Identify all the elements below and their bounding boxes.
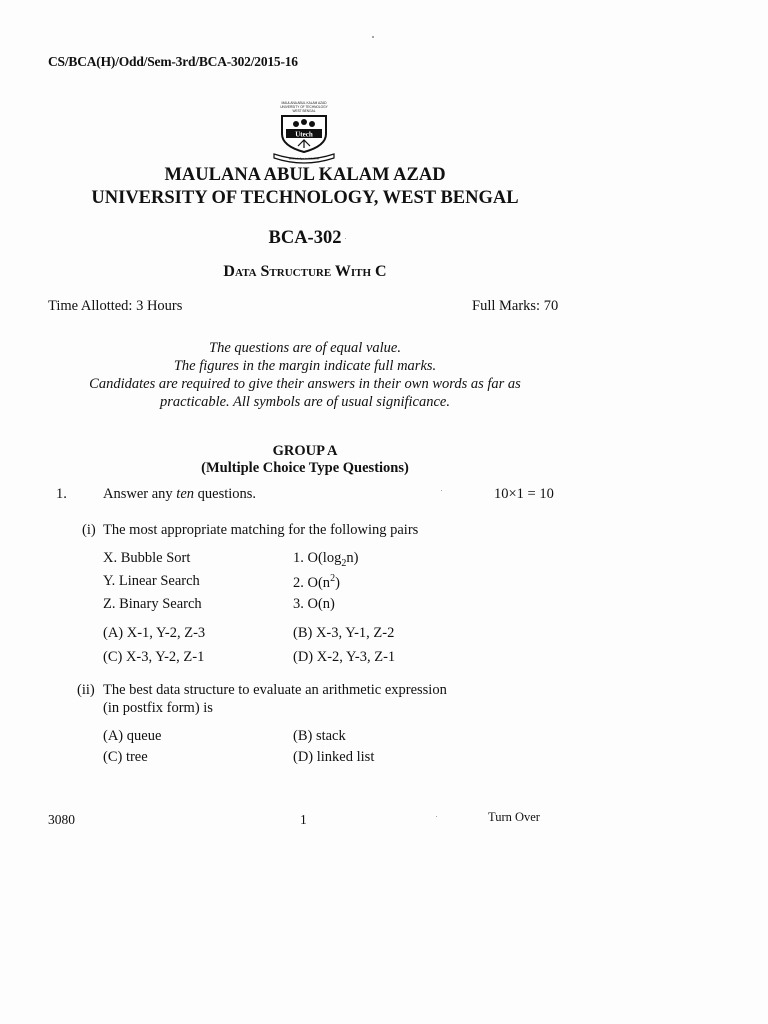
group-title: GROUP A <box>272 443 338 459</box>
subq-text: (in postfix form) is <box>103 700 213 716</box>
logo-text-line1: MAULANA ABUL KALAM AZAD <box>281 101 327 105</box>
group-subtitle: (Multiple Choice Type Questions) <box>201 460 409 476</box>
full-marks: Full Marks: 70 <box>472 298 559 314</box>
subq-text: The best data structure to evaluate an arithmetic expression <box>103 682 447 698</box>
instruction-emphasis: ten <box>176 486 195 502</box>
instruction-line: The figures in the margin indicate full marks. <box>173 358 437 374</box>
subq-text: The most appropriate matching for the following pairs <box>103 522 419 538</box>
subject-title: Data Structure With C <box>223 263 387 280</box>
instruction-line: The questions are of equal value. <box>209 340 401 356</box>
time-allotted: Time Allotted: 3 Hours <box>48 298 183 314</box>
option-d: (D) X-2, Y-3, Z-1 <box>293 649 396 665</box>
turn-over: Turn Over <box>488 810 540 824</box>
question-number: 1. <box>56 486 67 502</box>
scan-speck <box>345 238 346 239</box>
option-a: (A) queue <box>103 728 162 744</box>
logo-text-line3: WEST BENGAL <box>292 109 316 113</box>
scan-speck <box>441 490 442 491</box>
complexity-superscript: 2 <box>330 573 336 584</box>
complexity-text: 2. O(n <box>293 574 331 591</box>
course-code: BCA-302 <box>268 228 342 248</box>
subq-label: (i) <box>82 522 96 538</box>
logo-text-line2: UNIVERSITY OF TECHNOLOGY <box>280 105 328 109</box>
match-right-item <box>293 573 340 592</box>
option-a: (A) X-1, Y-2, Z-3 <box>103 625 206 641</box>
question-instruction <box>103 486 256 503</box>
university-emblem-icon <box>268 100 340 164</box>
option-c: (C) X-3, Y-2, Z-1 <box>103 649 205 665</box>
university-name-line1: MAULANA ABUL KALAM AZAD <box>164 165 446 185</box>
instruction-text: questions. <box>194 486 257 502</box>
option-c: (C) tree <box>103 749 148 765</box>
question-marks: 10×1 = 10 <box>494 486 554 502</box>
logo-badge-text: Utech <box>295 130 313 139</box>
option-b: (B) stack <box>293 728 346 744</box>
instruction-line: practicable. All symbols are of usual significance. <box>160 394 450 410</box>
option-d: (D) linked list <box>293 749 375 765</box>
match-left-item: X. Bubble Sort <box>103 550 191 566</box>
logo-ribbon-text: Knowledge to Wisdom <box>288 156 320 161</box>
match-right-item <box>293 550 358 569</box>
match-right-item: 3. O(n) <box>293 596 335 612</box>
complexity-subscript: 2 <box>341 557 347 569</box>
university-name-line2: UNIVERSITY OF TECHNOLOGY, WEST BENGAL <box>91 188 519 208</box>
complexity-text: ) <box>335 574 340 591</box>
complexity-text: n) <box>346 550 359 566</box>
subq-label: (ii) <box>77 682 95 698</box>
match-left-item: Y. Linear Search <box>103 573 200 589</box>
option-b: (B) X-3, Y-1, Z-2 <box>293 625 395 641</box>
instruction-line: Candidates are required to give their answers in their own words as far as <box>89 376 521 392</box>
scan-speck <box>372 36 374 38</box>
complexity-text: 1. O(log <box>293 550 342 566</box>
match-left-item: Z. Binary Search <box>103 596 202 612</box>
scan-speck <box>436 816 437 817</box>
page-number: 1 <box>300 812 307 827</box>
footer-code: 3080 <box>48 812 75 827</box>
paper-code: CS/BCA(H)/Odd/Sem-3rd/BCA-302/2015-16 <box>48 54 298 69</box>
university-logo <box>268 100 340 164</box>
instruction-text: Answer any <box>103 486 177 502</box>
